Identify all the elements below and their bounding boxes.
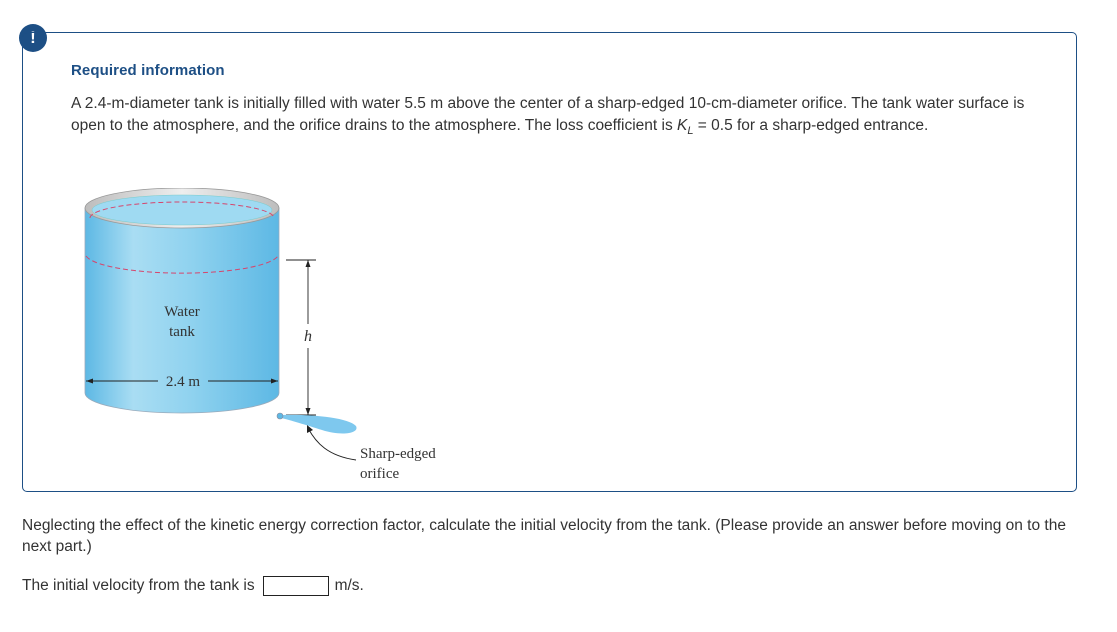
answer-row: [22, 575, 364, 597]
problem-text-part1: A 2.4-m-diameter tank is initially filled with water 5.5 m above the center of a sharp-edged 10-cm-diameter orifice. The tank water surface is open to the atmosphere, and the orifice drains to the atmosphere. The loss coefficient is: [71, 95, 1025, 134]
water-jet: [281, 415, 357, 434]
height-label: h: [304, 328, 312, 345]
velocity-answer-input[interactable]: [263, 576, 329, 596]
water-surface: [92, 195, 272, 225]
panel-title: Required information: [71, 62, 225, 79]
orifice-label-1: Sharp-edged: [360, 446, 436, 462]
loss-coefficient-subscript: L: [687, 125, 694, 138]
problem-statement: [71, 93, 1046, 142]
loss-coefficient-symbol: K: [677, 117, 688, 134]
answer-unit: m/s.: [334, 577, 364, 594]
exclamation-icon: !: [19, 24, 47, 52]
tank-figure: [78, 188, 438, 478]
orifice-label-2: orifice: [360, 466, 400, 478]
water-tank-label-2: tank: [169, 324, 195, 340]
question-text: Neglecting the effect of the kinetic energy correction factor, calculate the initial velocity from the tank. (Please provide an answer before moving on to the next part.): [22, 517, 1066, 555]
answer-label: The initial velocity from the tank is: [22, 577, 255, 594]
problem-text-part2: = 0.5 for a sharp-edged entrance.: [693, 117, 929, 134]
required-information-panel: [22, 32, 1077, 492]
diameter-label: 2.4 m: [165, 374, 201, 390]
water-tank-label-1: Water: [164, 304, 200, 320]
